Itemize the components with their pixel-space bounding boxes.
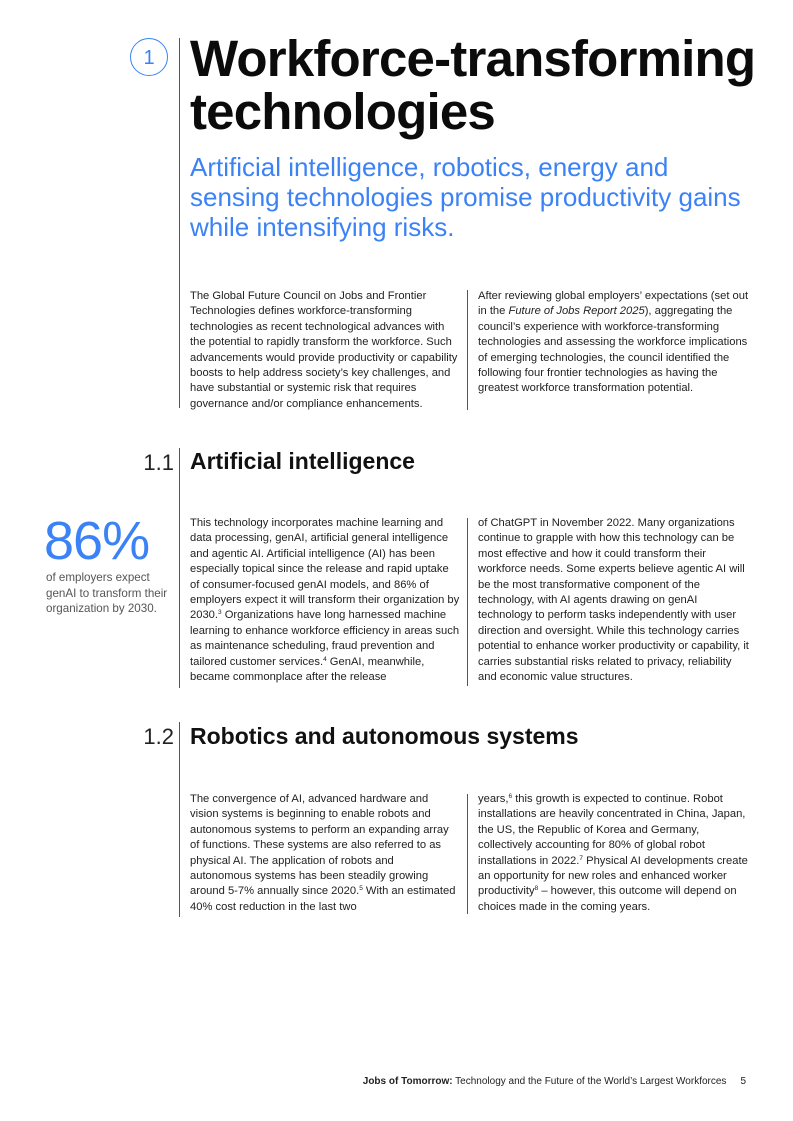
footnote-ref-3: 3 <box>218 609 222 617</box>
section-title-1-1: Artificial intelligence <box>190 448 415 474</box>
section-1-1-text-b: Organizations have long harnessed machine learning to enhance workforce efficiency in areas such as maintenance scheduling, fraud prevention and tailored customer services. <box>190 609 460 668</box>
section-number-1-1: 1.1 <box>143 450 174 475</box>
chapter-subtitle: Artificial intelligence, robotics, energy and sensing technologies promise productivity gains while intensifying risks. <box>190 152 741 242</box>
page-footer <box>363 1075 746 1089</box>
footnote-ref-7: 7 <box>579 854 584 862</box>
section-1-2-divider-line <box>179 722 180 917</box>
section-number-1-2: 1.2 <box>143 724 174 749</box>
section-1-2-text-a: The convergence of AI, advanced hardware and vision systems is beginning to enable robots and autonomous systems to perform an expanding array of functions. These systems are also referred to as physical AI. The application of robots and autonomous systems has been steadily growing around 5-7% annually since 2020. <box>190 793 449 898</box>
section-1-1-column-divider <box>467 518 468 686</box>
footer-report-name-bold: Jobs of Tomorrow: <box>362 1076 453 1087</box>
footnote-ref-8: 8 <box>534 885 539 893</box>
intro-column-divider <box>467 290 468 410</box>
chapter-number-badge: 1 <box>130 38 168 76</box>
section-1-2-column-divider <box>467 794 468 914</box>
report-title-italic: Future of Jobs Report 2025 <box>508 305 645 318</box>
section-title-1-2: Robotics and autonomous systems <box>190 723 579 749</box>
footer-report-name: Technology and the Future of the World’s Largest Workforces <box>452 1076 727 1087</box>
section-1-1-column-right: of ChatGPT in November 2022. Many organizations continue to grapple with how this technology can be most effective and how it could transform their workforce needs. Some experts believe agentic AI will be the most transformative component of the technology, with AI agents drawing on genAI technology to perform tasks independently with user direction and oversight. While this technology carries potential to enhance worker productivity or capability, it carries substantial risks related to privacy, reliability and economic value structures. <box>478 517 749 684</box>
footnote-ref-4: 4 <box>323 655 327 663</box>
section-1-2-column-right <box>478 792 750 915</box>
footnote-ref-5: 5 <box>359 885 363 893</box>
stat-value: 86% <box>44 511 150 571</box>
stat-caption: of employers expect genAI to transform their organization by 2030. <box>46 571 168 616</box>
footnote-ref-6: 6 <box>508 793 513 800</box>
intro-right-text-a: After reviewing global employers’ expectations (set out in the <box>478 290 749 318</box>
chapter-title: Workforce-transforming technologies <box>190 30 756 140</box>
intro-column-right <box>478 289 750 397</box>
intro-right-text-b: ), aggregating the council’s experience with workforce-transforming technologies and assessing the workforce implications of emerging technologies, the council identified the following four frontier technologies as having the greatest workforce transformation potential. <box>478 305 748 395</box>
section-1-2-column-left <box>190 792 458 915</box>
section-1-2-text-b: With an estimated 40% cost reduction in the last two <box>190 885 456 913</box>
section-1-1-column-left <box>190 516 460 685</box>
section-1-2-right-text-a: years, <box>478 793 509 805</box>
section-1-2-right-text-b: this growth is expected to continue. Robot installations are heavily concentrated in China, Japan, the US, the Republic of Korea and Germany, collectively accounting for 80% of global robot installations in 2022. <box>478 793 746 867</box>
section-1-1-text-a: This technology incorporates machine learning and data processing, genAI, artificial general intelligence and agentic AI. Artificial intelligence (AI) has been especially topical since the release and rapid uptake of consumer-focused genAI models, and 86% of employers expect it will transform their organization by 2030. <box>190 517 460 622</box>
page-number: 5 <box>740 1076 746 1087</box>
chapter-divider-line <box>179 38 180 408</box>
section-1-2-right-text-d: – however, this outcome will depend on choices made in the coming years. <box>478 885 737 913</box>
intro-column-left: The Global Future Council on Jobs and Frontier Technologies defines workforce-transforming technologies as recent technological advances with the potential to rapidly transform the workforce. Such advancements would provide productivity or capability boosts to help address society’s key challenges, and have substantial or systemic risk that requires governance and/or compliance enhancements. <box>190 290 458 410</box>
section-1-1-divider-line <box>179 448 180 688</box>
section-1-1-text-c: GenAI, meanwhile, became commonplace after the release <box>190 655 425 684</box>
section-1-2-right-text-c: Physical AI developments create an opportunity for new roles and enhanced worker productivity <box>478 854 748 898</box>
